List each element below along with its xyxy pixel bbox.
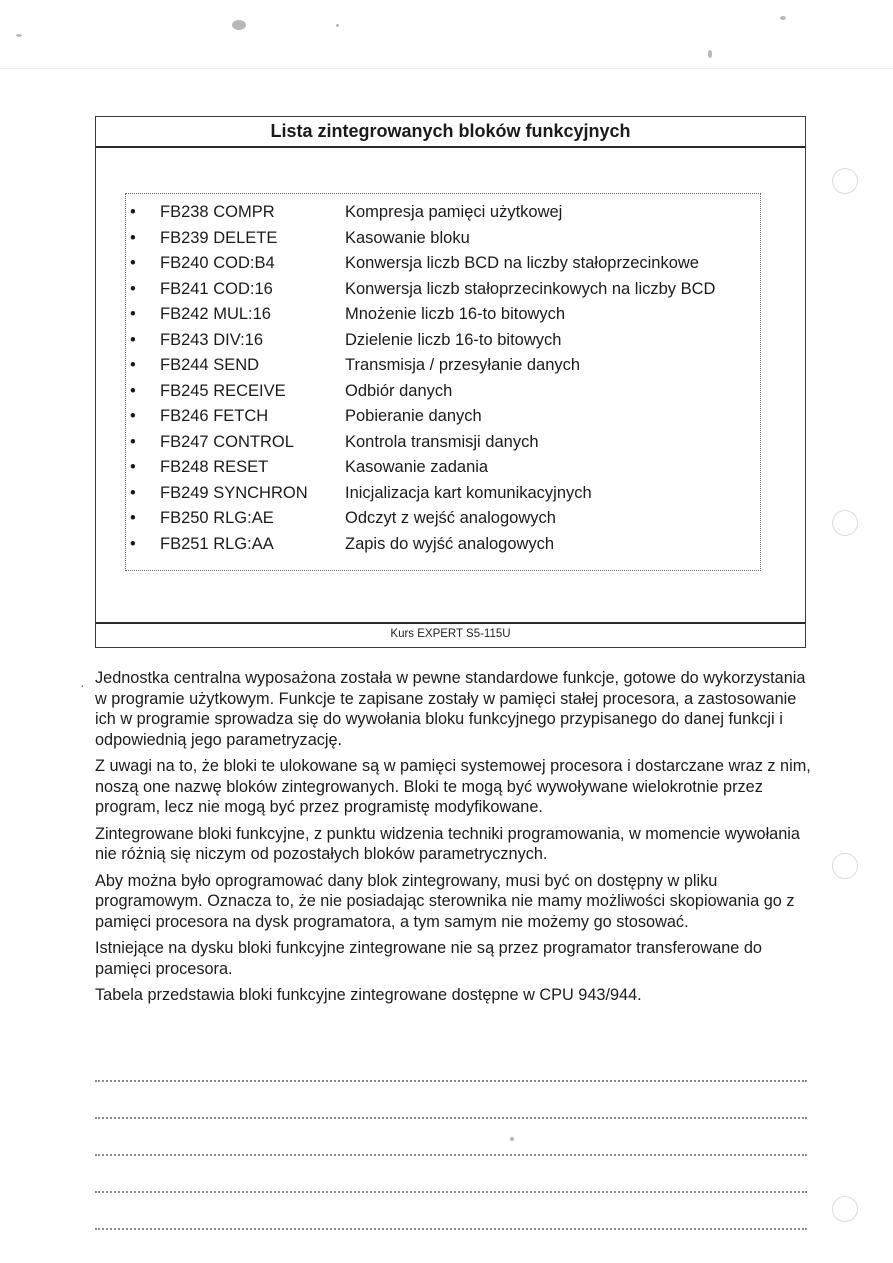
bullet-icon: • — [130, 305, 136, 323]
block-description: Odbiór danych — [345, 381, 453, 400]
bullet-icon: • — [130, 534, 136, 553]
paragraph: Zintegrowane bloki funkcyjne, z punktu widzenia techniki programowania, w momencie wywołania nie różnią się niczym od pozostałych bloków parametrycznych. — [95, 824, 800, 863]
scan-speck — [510, 1137, 514, 1141]
function-block-list — [125, 193, 761, 571]
block-code: FB238 COMPR — [160, 203, 275, 221]
bullet-icon: • — [130, 381, 136, 400]
block-code: FB251 RLG:AA — [160, 534, 274, 553]
list-item — [126, 506, 760, 531]
block-description: Kasowanie bloku — [345, 228, 470, 247]
paragraph: Tabela przedstawia bloki funkcyjne zintegrowane dostępne w CPU 943/944. — [95, 986, 642, 1004]
scan-speck — [708, 50, 712, 58]
block-code: FB243 DIV:16 — [160, 330, 264, 349]
list-item — [126, 481, 760, 506]
block-code: FB239 DELETE — [160, 228, 278, 247]
bullet-icon: • — [130, 279, 136, 298]
list-item — [126, 277, 760, 302]
block-code: FB242 MUL:16 — [160, 305, 271, 323]
block-description: Mnożenie liczb 16-to bitowych — [345, 305, 566, 323]
block-description: Transmisja / przesyłanie danych — [345, 356, 581, 374]
footer-divider — [96, 622, 805, 624]
list-item — [126, 200, 760, 225]
block-description: Kontrola transmisji danych — [345, 432, 539, 451]
note-line — [95, 1117, 807, 1119]
list-item — [126, 404, 760, 429]
note-line — [95, 1191, 807, 1193]
note-line — [95, 1228, 807, 1230]
body-text — [95, 668, 815, 1012]
block-code: FB240 COD:B4 — [160, 254, 275, 272]
paragraph: Z uwagi na to, że bloki te ulokowane są w pamięci systemowej procesora i dostarczane wraz z nim, noszą one nazwę bloków zintegrowanych. Bloki te mogą być wywoływane wielokrotnie przez program, lecz nie mogą być przez programistę modyfikowane. — [95, 757, 811, 816]
scan-speck — [780, 16, 786, 20]
list-item — [126, 302, 760, 327]
punch-hole — [832, 853, 858, 879]
block-description: Odczyt z wejść analogowych — [345, 509, 556, 527]
bullet-icon: • — [130, 407, 136, 425]
frame-title: Lista zintegrowanych bloków funkcyjnych — [96, 117, 805, 148]
paragraph: Jednostka centralna wyposażona została w pewne standardowe funkcje, gotowe do wykorzystania w programie użytkowym. Funkcje te zapisane zostały w pamięci stałej procesora, a zastosowanie ich w programie sprowadza się do wywołania bloku funkcyjnego przypisanego do danej funkcji i odpowiednią jego parametryzację. — [95, 669, 806, 749]
bullet-icon: • — [130, 228, 136, 247]
block-description: Konwersja liczb stałoprzecinkowych na liczby BCD — [345, 279, 716, 298]
bullet-icon: • — [130, 483, 136, 502]
scan-speck — [16, 34, 22, 37]
scan-speck — [232, 20, 246, 30]
block-code: FB246 FETCH — [160, 407, 269, 425]
bullet-icon: • — [130, 356, 136, 374]
paragraph: Istniejące na dysku bloki funkcyjne zintegrowane nie są przez programator transferowane do pamięci procesora. — [95, 939, 762, 978]
note-line — [95, 1154, 807, 1156]
block-code: FB247 CONTROL — [160, 432, 294, 451]
list-item — [126, 455, 760, 480]
list-item — [126, 353, 760, 378]
bullet-icon: • — [130, 458, 136, 476]
bullet-icon: • — [130, 330, 136, 349]
bullet-icon: • — [130, 254, 136, 272]
list-item — [126, 251, 760, 276]
list-item — [126, 226, 760, 251]
scan-speck — [336, 24, 339, 27]
margin-mark: · — [80, 677, 85, 693]
block-description: Pobieranie danych — [345, 407, 482, 425]
bullet-icon: • — [130, 203, 136, 221]
block-description: Kompresja pamięci użytkowej — [345, 203, 563, 221]
list-item — [126, 532, 760, 557]
note-line — [95, 1080, 807, 1082]
course-footer: Kurs EXPERT S5-115U — [390, 628, 511, 640]
block-description: Konwersja liczb BCD na liczby stałoprzecinkowe — [345, 254, 699, 272]
block-code: FB241 COD:16 — [160, 279, 273, 298]
block-code: FB250 RLG:AE — [160, 509, 274, 527]
bullet-icon: • — [130, 509, 136, 527]
list-item — [126, 379, 760, 404]
list-item — [126, 430, 760, 455]
punch-hole — [832, 510, 858, 536]
list-item — [126, 328, 760, 353]
block-description: Kasowanie zadania — [345, 458, 489, 476]
block-description: Inicjalizacja kart komunikacyjnych — [345, 483, 592, 502]
punch-hole — [832, 1196, 858, 1222]
scan-edge-line — [0, 68, 893, 69]
block-code: FB244 SEND — [160, 356, 260, 374]
block-code: FB248 RESET — [160, 458, 269, 476]
block-description: Dzielenie liczb 16-to bitowych — [345, 330, 562, 349]
bullet-icon: • — [130, 432, 136, 451]
function-block-frame — [95, 116, 806, 648]
punch-hole — [832, 168, 858, 194]
paragraph: Aby można było oprogramować dany blok zintegrowany, musi być on dostępny w pliku programowym. Oznacza to, że nie posiadając sterownika nie mamy możliwości skopiowania go z pamięci procesora na dysk programatora, a tym samym nie możemy go stosować. — [95, 871, 795, 931]
block-code: FB249 SYNCHRON — [160, 483, 308, 502]
block-code: FB245 RECEIVE — [160, 381, 286, 400]
block-description: Zapis do wyjść analogowych — [345, 534, 555, 553]
